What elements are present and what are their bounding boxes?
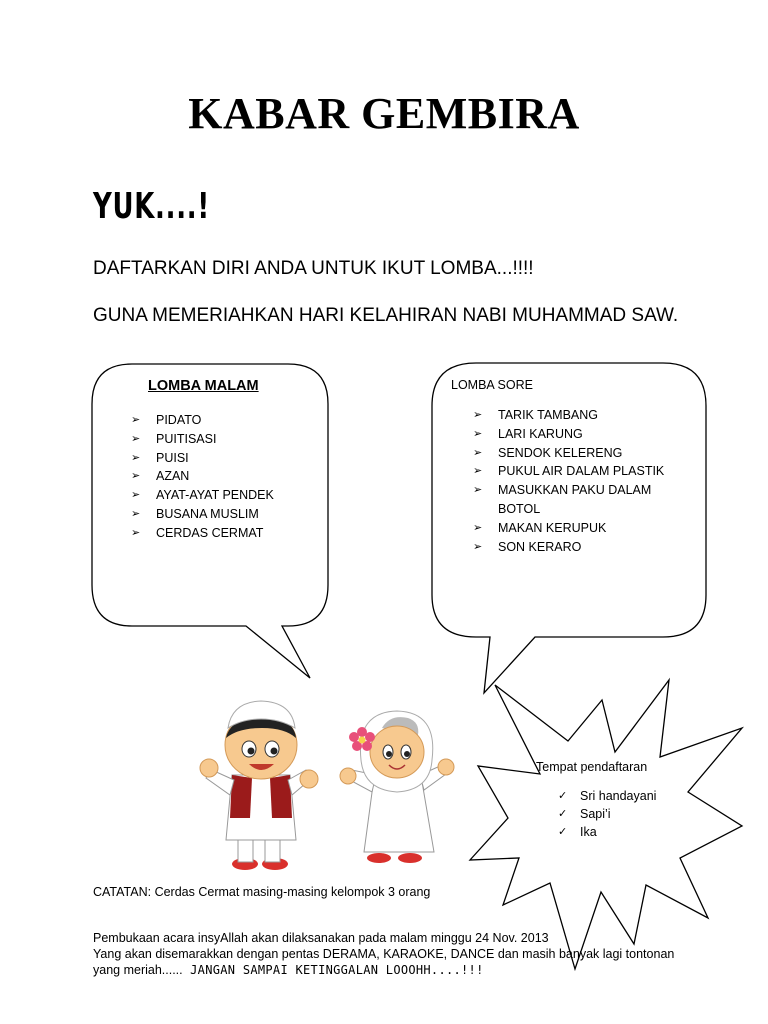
- list-item: ➢ LARI KARUNG: [473, 425, 664, 444]
- list-item: ➢ AZAN: [131, 467, 274, 486]
- list-item: ➢ SON KERARO: [473, 538, 664, 557]
- list-item: ➢ MAKAN KERUPUK: [473, 519, 664, 538]
- arrow-bullet-icon: ➢: [473, 483, 483, 497]
- lomba-malam-list: [131, 411, 274, 543]
- boy-illustration: [200, 701, 318, 870]
- arrow-bullet-icon: ➢: [131, 431, 141, 445]
- lomba-sore-title: LOMBA SORE: [451, 378, 533, 392]
- arrow-bullet-icon: ➢: [473, 464, 483, 478]
- list-item: ➢ MASUKKAN PAKU DALAM: [473, 481, 664, 500]
- arrow-bullet-icon: ➢: [473, 408, 483, 421]
- arrow-bullet-icon: ➢: [131, 488, 141, 502]
- arrow-bullet-icon: ➢: [131, 506, 141, 520]
- arrow-bullet-icon: ➢: [131, 413, 141, 426]
- arrow-bullet-icon: ➢: [131, 525, 141, 539]
- arrow-bullet-icon: ➢: [473, 445, 483, 459]
- lomba-malam-title: LOMBA MALAM: [148, 378, 259, 394]
- list-item: ➢ PUKUL AIR DALAM PLASTIK: [473, 462, 664, 481]
- list-item: ➢ CERDAS CERMAT: [131, 524, 274, 543]
- list-item: ➢ PUITISASI: [131, 430, 274, 449]
- girl-illustration: [340, 711, 454, 863]
- list-item: ➢ PUISI: [131, 449, 274, 468]
- check-icon: ✓: [558, 789, 568, 802]
- catatan-note: CATATAN: Cerdas Cermat masing-masing kelompok 3 orang: [93, 885, 431, 899]
- register-invitation: DAFTARKAN DIRI ANDA UNTUK IKUT LOMBA...!!!!: [93, 258, 534, 279]
- opening-line: Pembukaan acara insyAllah akan dilaksanakan pada malam minggu 24 Nov. 2013: [93, 931, 549, 945]
- list-item: ➢ BUSANA MUSLIM: [131, 505, 274, 524]
- arrow-bullet-icon: ➢: [473, 520, 483, 534]
- closing-line: yang meriah...... JANGAN SAMPAI KETINGGALAN LOOOHH....!!!: [93, 963, 484, 977]
- purpose-line: GUNA MEMERIAHKAN HARI KELAHIRAN NABI MUHAMMAD SAW.: [93, 305, 679, 326]
- list-item: ✓ Sapi’i: [558, 807, 611, 821]
- event-info: [93, 930, 713, 978]
- list-item: ➢ TARIK TAMBANG: [473, 406, 664, 425]
- yuk-heading: YUK....!: [93, 186, 210, 227]
- lomba-sore-list: [473, 406, 664, 556]
- arrow-bullet-icon: ➢: [131, 469, 141, 483]
- list-item: ✓ Sri handayani: [558, 789, 657, 803]
- arrow-bullet-icon: ➢: [131, 450, 141, 464]
- list-item: ➢ PIDATO: [131, 411, 274, 430]
- list-item: BOTOL: [498, 501, 541, 516]
- pendaftaran-list: [558, 787, 656, 841]
- page-title: KABAR GEMBIRA: [188, 89, 580, 138]
- check-icon: ✓: [558, 807, 568, 820]
- list-item: ➢ SENDOK KELERENG: [473, 444, 664, 463]
- performances-line: Yang akan disemarakkan dengan pentas DERAMA, KARAOKE, DANCE dan masih banyak lagi tontonan: [93, 947, 675, 961]
- list-item: ✓ Ika: [558, 825, 597, 839]
- check-icon: ✓: [558, 825, 568, 838]
- pendaftaran-title: Tempat pendaftaran: [536, 760, 648, 774]
- arrow-bullet-icon: ➢: [473, 539, 483, 553]
- dont-miss-text: JANGAN SAMPAI KETINGGALAN LOOOHH....!!!: [182, 963, 484, 977]
- arrow-bullet-icon: ➢: [473, 426, 483, 440]
- list-item: ➢ AYAT-AYAT PENDEK: [131, 486, 274, 505]
